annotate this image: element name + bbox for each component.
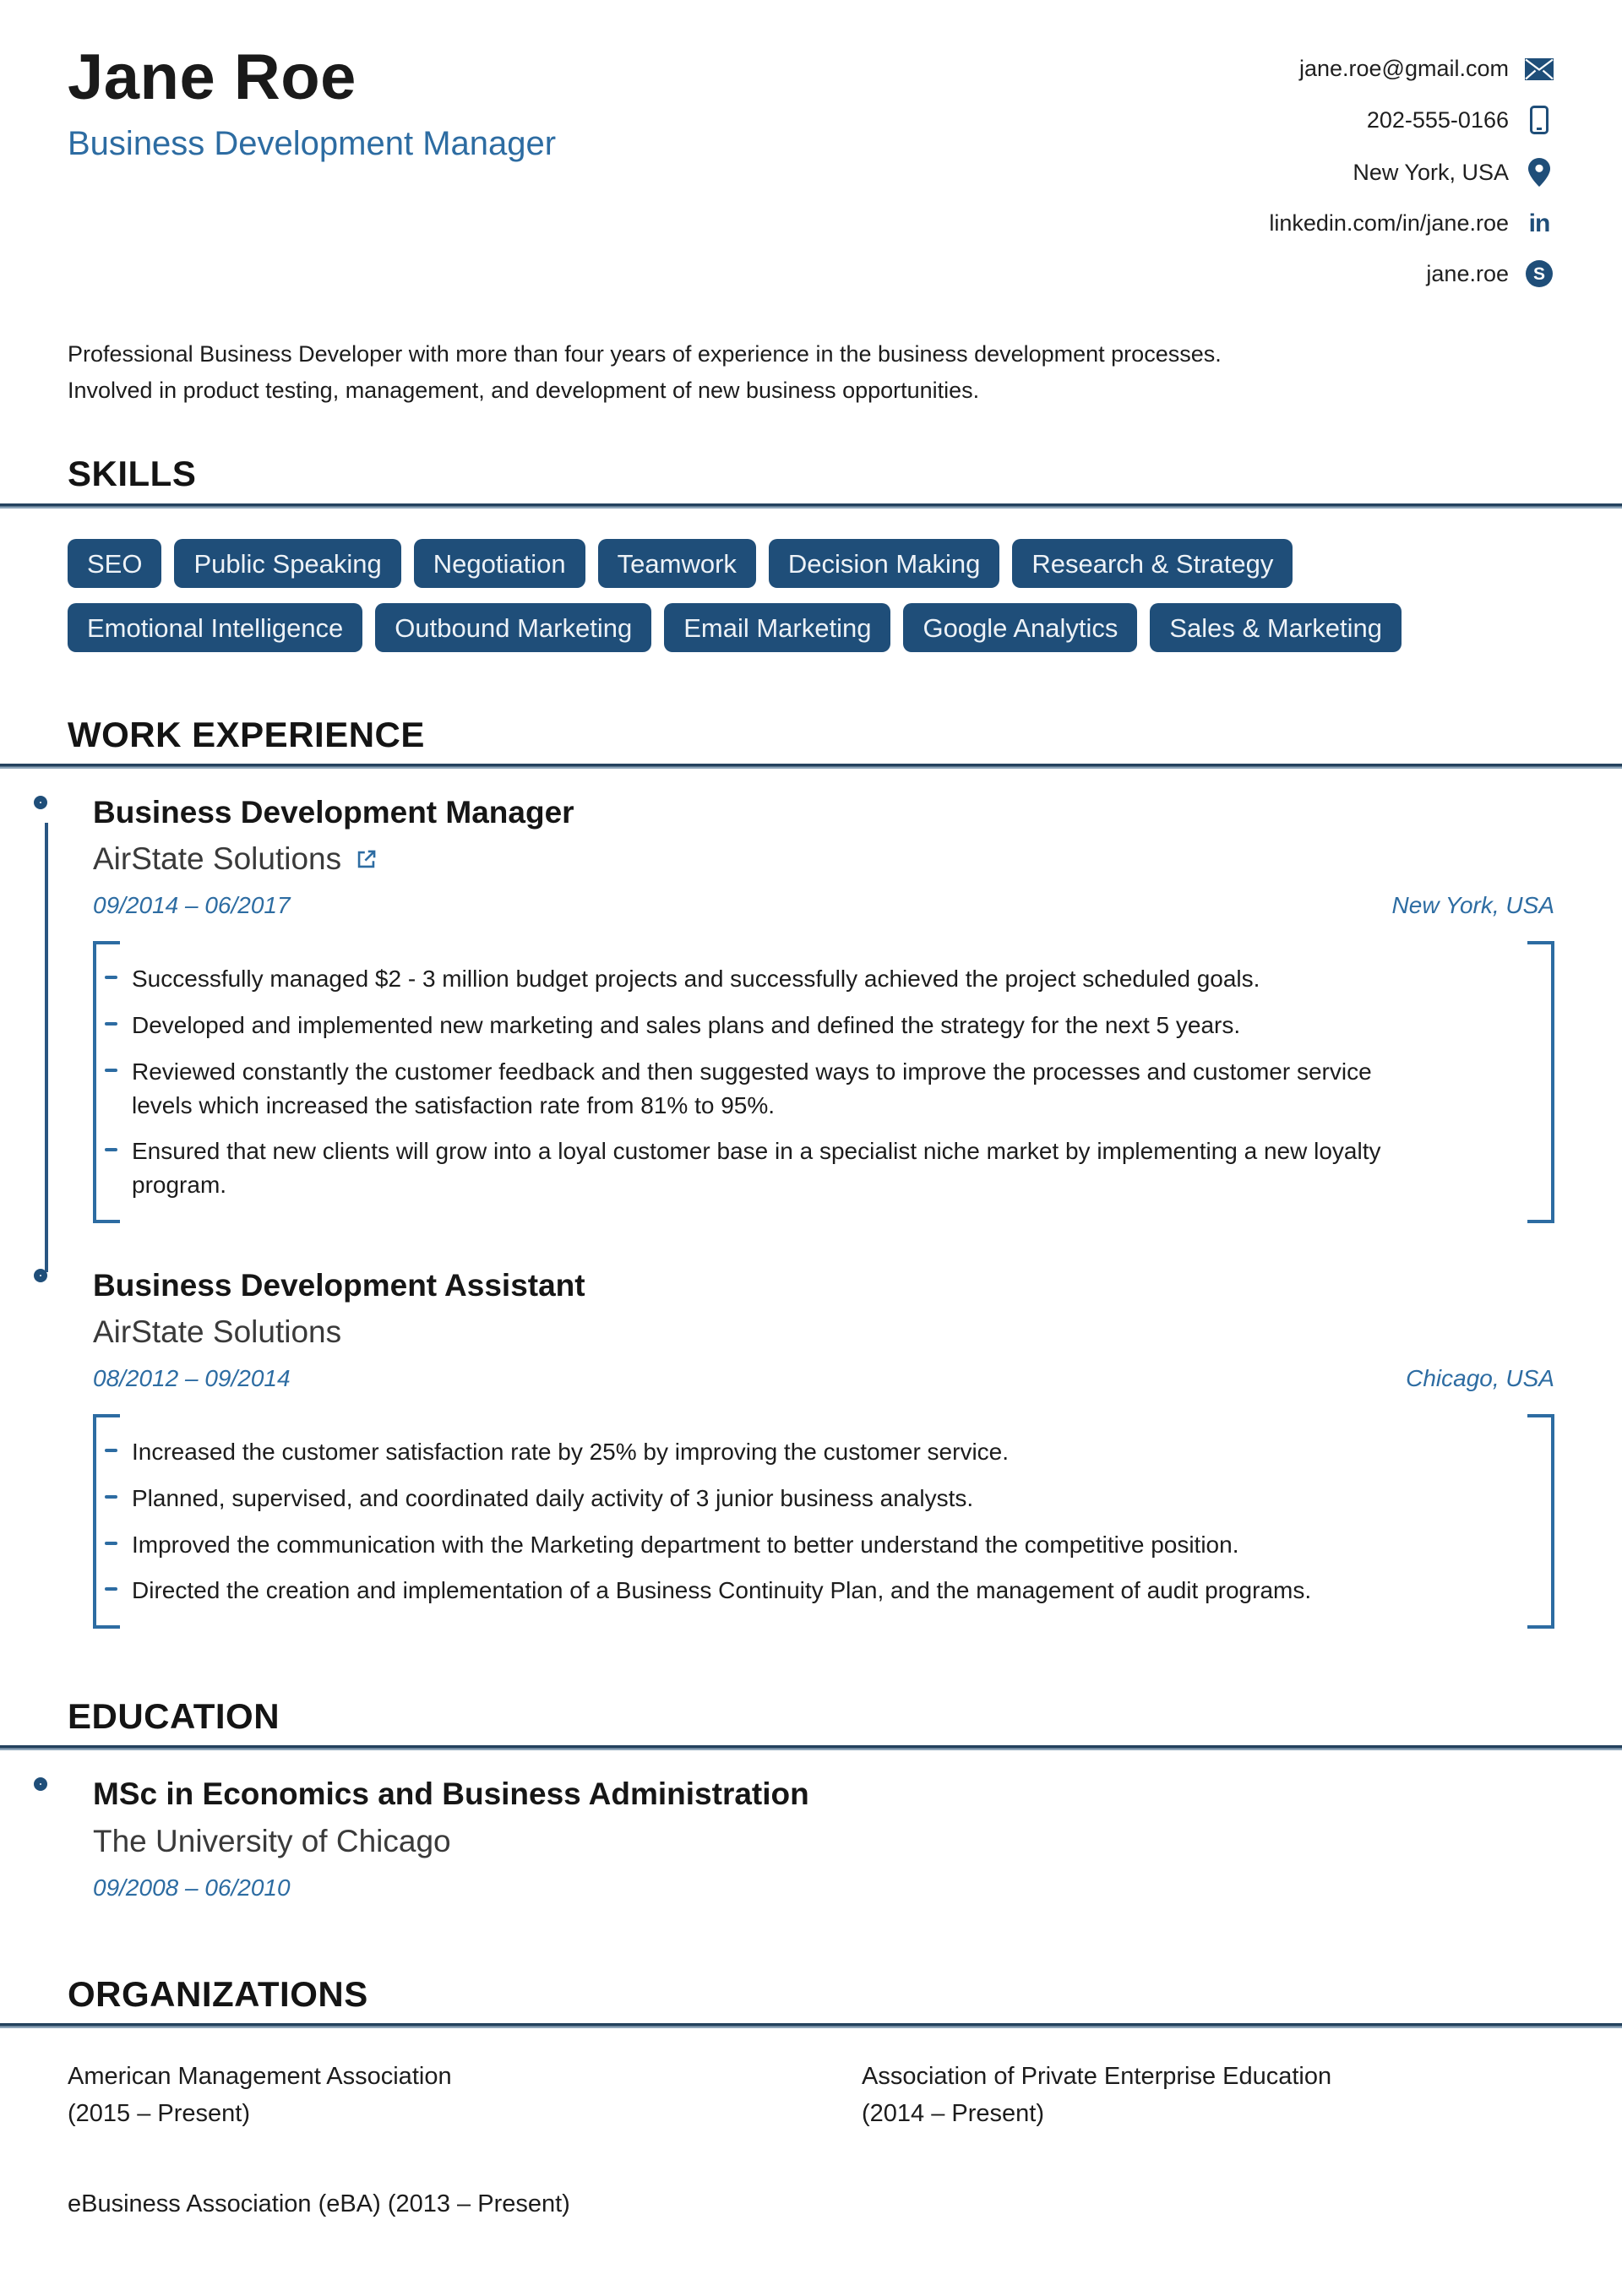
bullet-text: Improved the communication with the Marketing department to better understand the competitive position.: [132, 1531, 1239, 1558]
organization-name: American Management Association: [68, 2063, 452, 2091]
work-entries: [68, 794, 1554, 1629]
skill-pill: Emotional Intelligence: [68, 603, 362, 652]
contact-row-location: [1269, 158, 1554, 187]
skill-pill: Sales & Marketing: [1150, 603, 1402, 652]
work-experience-heading: WORK EXPERIENCE: [68, 714, 425, 754]
job-meta: [93, 892, 1554, 919]
bullet-text: Planned, supervised, and coordinated daily activity of 3 junior business analysts.: [132, 1484, 974, 1511]
skill-pill: Teamwork: [598, 539, 756, 588]
job-location: Chicago, USA: [1406, 1365, 1554, 1392]
school-name: The University of Chicago: [93, 1823, 451, 1858]
education-entries: [68, 1776, 1554, 1901]
contact-row-skype: [1269, 260, 1554, 287]
organization-item: [68, 2059, 862, 2132]
bullet-item: [93, 1435, 1428, 1469]
email-icon: [1524, 58, 1554, 80]
bullet-text: Successfully managed $2 - 3 million budget projects and successfully achieved the project scheduled goals.: [132, 966, 1260, 993]
contact-row-email: [1269, 56, 1554, 82]
location-icon: [1524, 158, 1554, 187]
bullet-item: [93, 1574, 1428, 1608]
education-heading: EDUCATION: [68, 1696, 280, 1737]
organizations-heading: ORGANIZATIONS: [68, 1973, 368, 2014]
header: [68, 41, 1554, 287]
job-location: New York, USA: [1391, 892, 1554, 919]
dash-icon: [105, 1449, 117, 1452]
organization-name: eBusiness Association (eBA): [68, 2190, 381, 2218]
dash-icon: [105, 1495, 117, 1499]
section-rule: [0, 503, 1622, 509]
identity-block: [68, 41, 557, 163]
skill-pill: SEO: [68, 539, 161, 588]
section-rule: [0, 2023, 1622, 2028]
linkedin-icon: in: [1528, 209, 1550, 237]
organization-name: Association of Private Enterprise Education: [862, 2063, 1332, 2091]
job-meta: [93, 1365, 1554, 1392]
job-bullets: [93, 941, 1554, 1223]
external-link-icon[interactable]: [355, 848, 378, 871]
company-name: AirState Solutions: [93, 1314, 342, 1350]
company-name: AirState Solutions: [93, 841, 342, 877]
dash-icon: [105, 1069, 117, 1072]
skype-icon: S: [1524, 260, 1554, 287]
contact-row-linkedin: [1269, 210, 1554, 237]
dash-icon: [105, 1148, 117, 1151]
organization-period: (2013 – Present): [387, 2190, 570, 2218]
dash-icon: [105, 1022, 117, 1026]
degree-title: MSc in Economics and Business Administration: [93, 1776, 809, 1812]
skills-row-1: [68, 539, 1554, 588]
company-line: [93, 841, 1554, 877]
contact-row-phone: [1269, 106, 1554, 134]
section-rule: [0, 1745, 1622, 1750]
section-organizations: [68, 1974, 1554, 2223]
person-job-title: Business Development Manager: [68, 124, 557, 162]
contact-skype-value[interactable]: jane.roe: [1426, 260, 1509, 286]
timeline-dot: [34, 796, 47, 809]
dash-icon: [105, 976, 117, 979]
bullet-text: Developed and implemented new marketing and sales plans and defined the strategy for the next 5 years.: [132, 1012, 1241, 1039]
contact-linkedin-value[interactable]: linkedin.com/in/jane.roe: [1269, 210, 1509, 236]
education-dates: 09/2008 – 06/2010: [93, 1874, 291, 1901]
job-entry-2: [68, 1267, 1554, 1629]
bullet-item: [93, 1528, 1428, 1562]
job-dates: 08/2012 – 09/2014: [93, 1365, 291, 1392]
job-dates: 09/2014 – 06/2017: [93, 892, 291, 919]
job-bullets: [93, 1414, 1554, 1629]
organization-period: (2014 – Present): [862, 2099, 1045, 2127]
skill-pill: Google Analytics: [903, 603, 1137, 652]
job-title-heading: Business Development Assistant: [93, 1267, 585, 1303]
person-name: Jane Roe: [68, 41, 357, 113]
section-work-experience: [68, 715, 1554, 1630]
job-title-heading: Business Development Manager: [93, 794, 574, 830]
skills-list: [68, 539, 1554, 652]
contact-email-value[interactable]: jane.roe@gmail.com: [1298, 56, 1509, 81]
company-line: [93, 1314, 1554, 1350]
skill-pill: Email Marketing: [664, 603, 890, 652]
contact-location-value: New York, USA: [1353, 159, 1509, 185]
skill-pill: Negotiation: [414, 539, 585, 588]
skill-pill: Research & Strategy: [1012, 539, 1293, 588]
timeline-dot: [34, 1777, 47, 1791]
bullet-item: [93, 962, 1428, 996]
section-education: [68, 1696, 1554, 1902]
skill-pill: Outbound Marketing: [375, 603, 651, 652]
bullet-item: [93, 1009, 1428, 1042]
organizations-list: [68, 2059, 1554, 2223]
timeline-dot: [34, 1269, 47, 1282]
skills-heading: SKILLS: [68, 454, 197, 494]
section-skills: [68, 454, 1554, 651]
education-entry: [68, 1776, 1554, 1901]
bullet-text: Increased the customer satisfaction rate by 25% by improving the customer service.: [132, 1439, 1010, 1466]
skills-row-2: [68, 603, 1554, 652]
contact-list: [1269, 56, 1554, 287]
dash-icon: [105, 1542, 117, 1545]
organization-period: (2015 – Present): [68, 2099, 251, 2127]
skill-pill: Public Speaking: [174, 539, 400, 588]
organization-item: [862, 2059, 1554, 2132]
bullet-item: [93, 1055, 1428, 1123]
professional-summary: Professional Business Developer with more than four years of experience in the business development processes. Involved in product testing, management, and development of new business opportunities.: [68, 341, 1222, 403]
bullet-item: [93, 1134, 1428, 1202]
bullet-text: Reviewed constantly the customer feedback and then suggested ways to improve the processes and customer service levels which increased the satisfaction rate from 81% to 95%.: [132, 1058, 1372, 1118]
bullet-item: [93, 1482, 1428, 1515]
skill-pill: Decision Making: [769, 539, 999, 588]
organization-item: [68, 2186, 862, 2223]
dash-icon: [105, 1587, 117, 1591]
phone-icon: [1524, 106, 1554, 134]
job-entry-1: [68, 794, 1554, 1223]
section-rule: [0, 764, 1622, 769]
bullet-text: Ensured that new clients will grow into a loyal customer base in a specialist niche market by implementing a new loyalty program.: [132, 1138, 1381, 1199]
bullet-text: Directed the creation and implementation of a Business Continuity Plan, and the management of audit programs.: [132, 1577, 1312, 1604]
contact-phone-value[interactable]: 202-555-0166: [1366, 106, 1509, 133]
